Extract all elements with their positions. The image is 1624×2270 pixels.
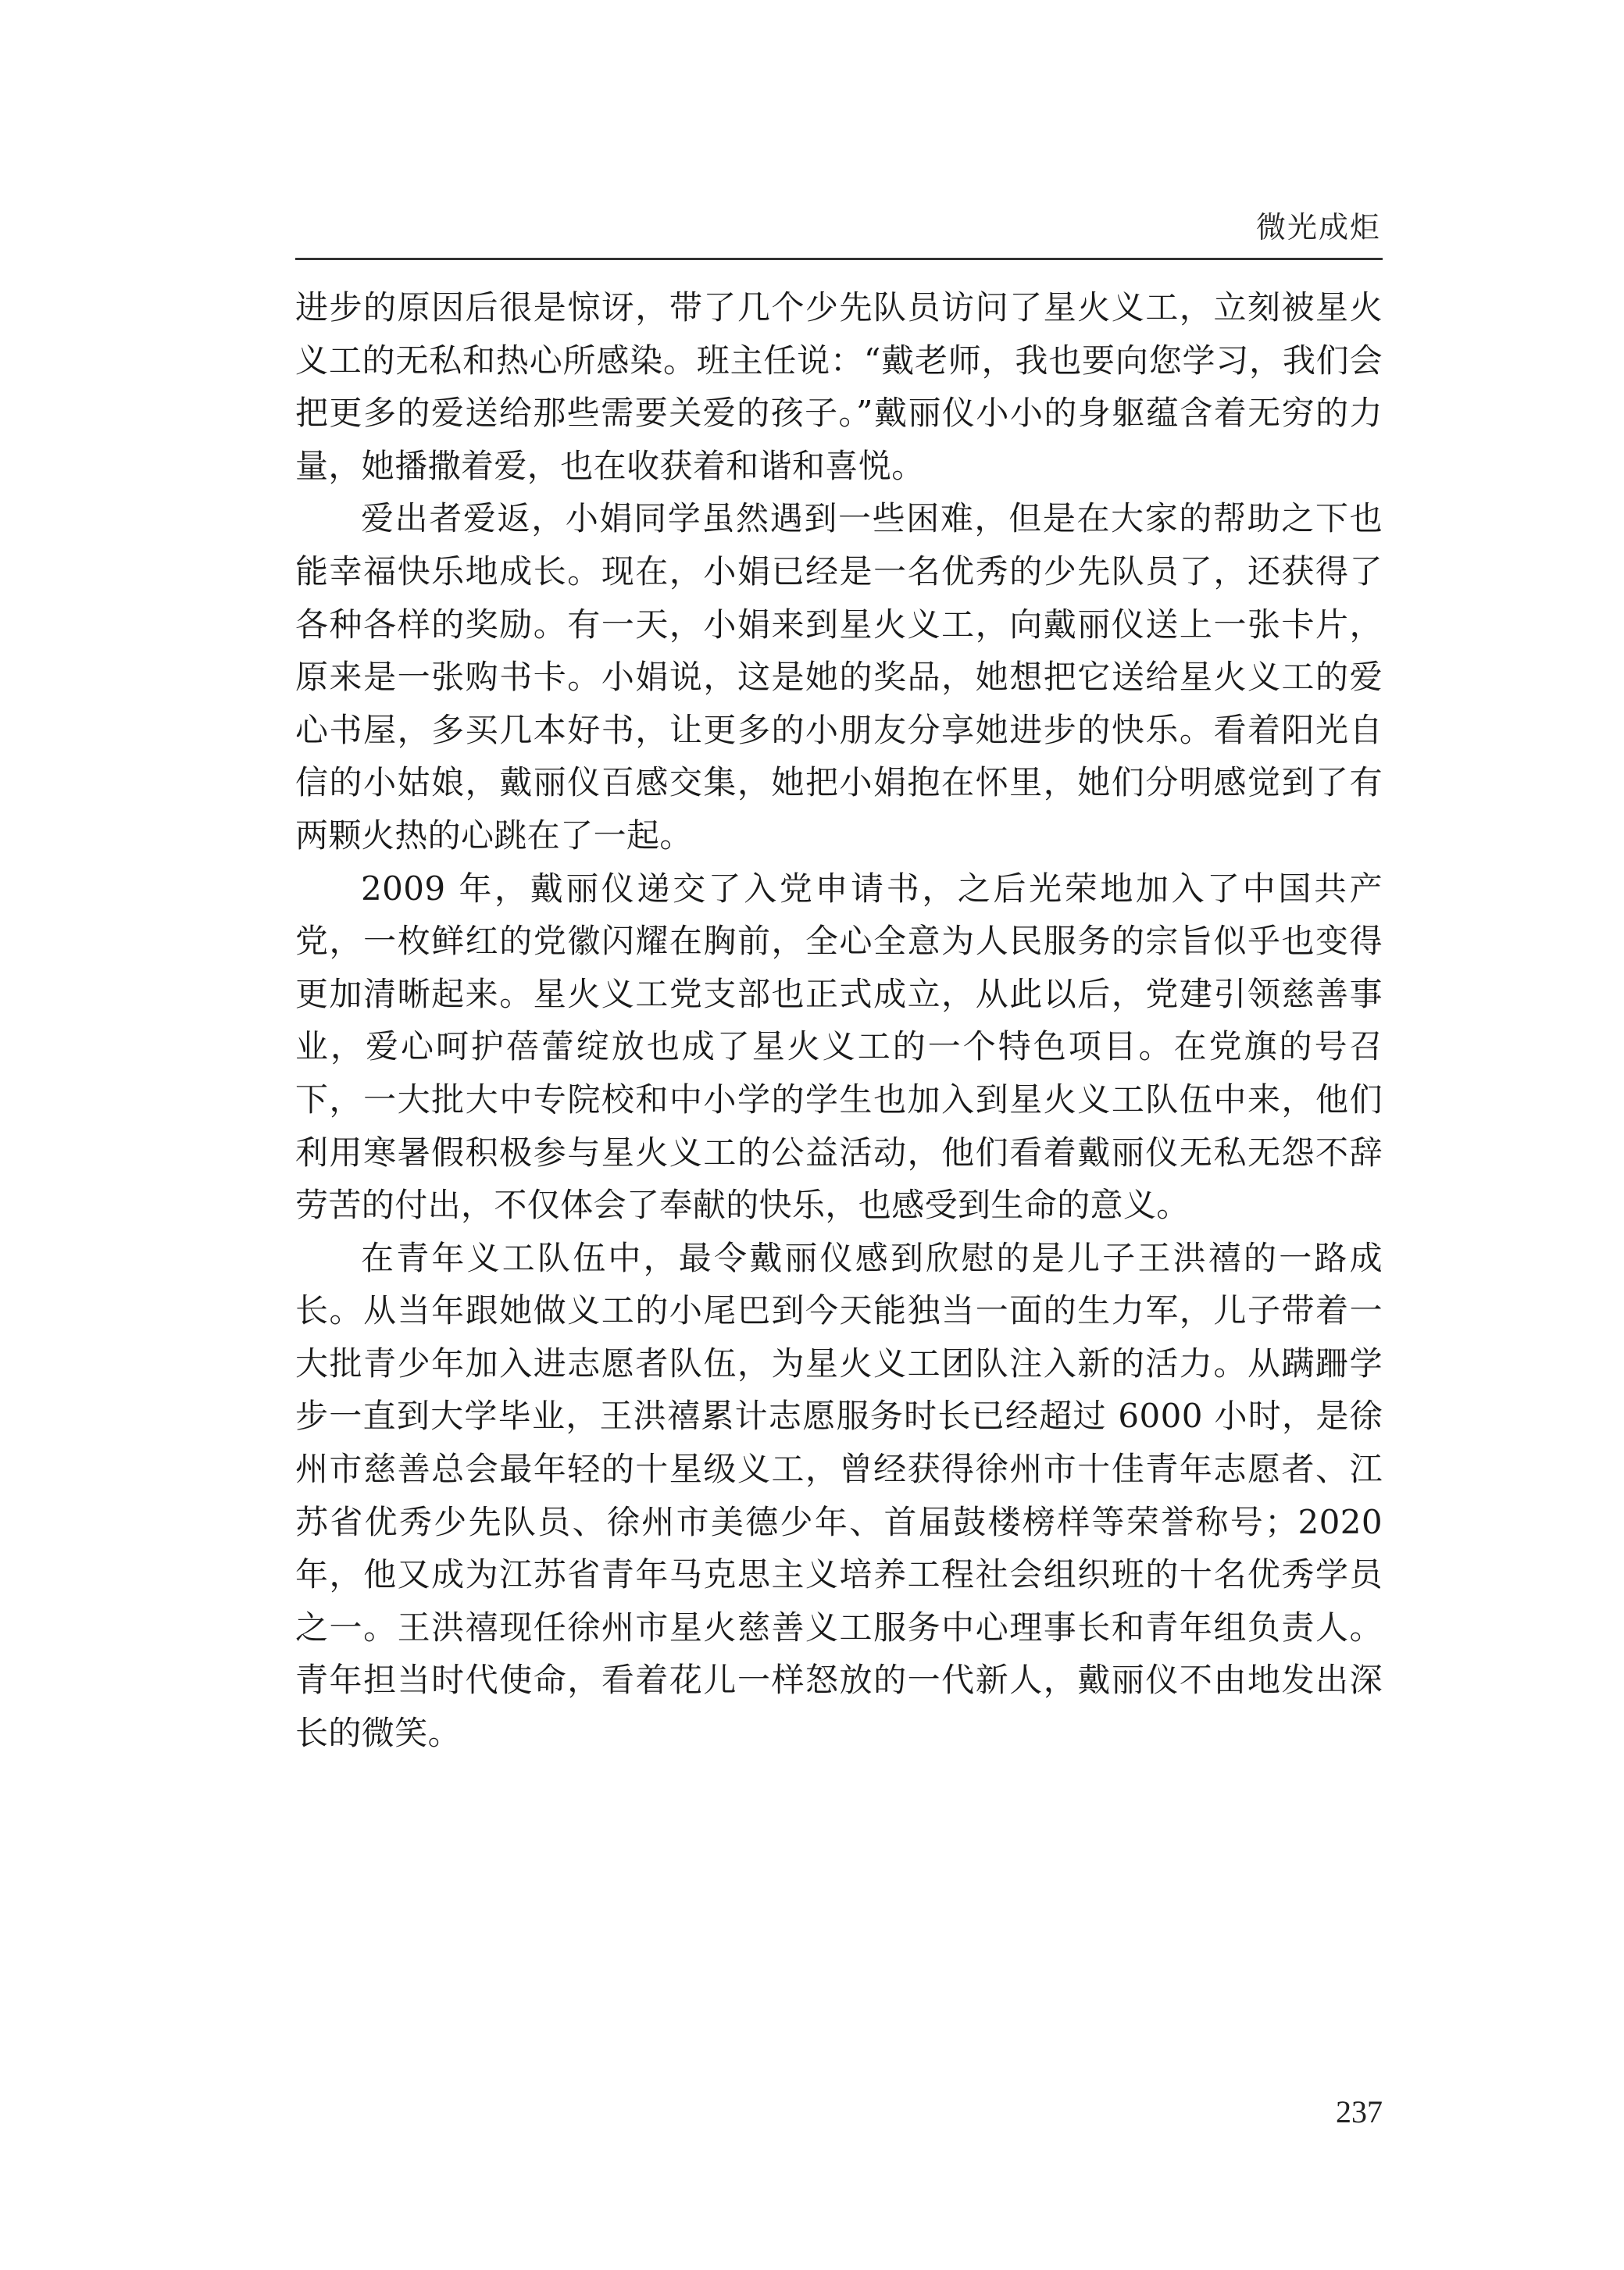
- paragraph-4: 在青年义工队伍中，最令戴丽仪感到欣慰的是儿子王洪禧的一路成长。从当年跟她做义工的小尾巴到今天能独当一面的生力军，儿子带着一大批青少年加入进志愿者队伍，为星火义工团队注入新的活力。从蹒跚学步一直到大学毕业，王洪禧累计志愿服务时长已经超过 6000 小时，是徐州市慈善总会最年轻的十星级义工，曾经获得徐州市十佳青年志愿者、江苏省优秀少先队员、徐州市美德少年、首届鼓楼榜样等荣誉称号；2020 年，他又成为江苏省青年马克思主义培养工程社会组织班的十名优秀学员之一。王洪禧现任徐州市星火慈善义工服务中心理事长和青年组负责人。青年担当时代使命，看着花儿一样怒放的一代新人，戴丽仪不由地发出深长的微笑。: [295, 1238, 1383, 1753]
- paragraph-3: 2009 年，戴丽仪递交了入党申请书，之后光荣地加入了中国共产党，一枚鲜红的党徽闪耀在胸前，全心全意为人民服务的宗旨似乎也变得更加清晰起来。星火义工党支部也正式成立，从此以后，党建引领慈善事业，爱心呵护蓓蕾绽放也成了星火义工的一个特色项目。在党旗的号召下，一大批大中专院校和中小学的学生也加入到星火义工队伍中来，他们利用寒暑假积极参与星火义工的公益活动，他们看着戴丽仪无私无怨不辞劳苦的付出，不仅体会了奉献的快乐，也感受到生命的意义。: [295, 869, 1383, 1225]
- body-text: [295, 281, 1383, 1760]
- paragraph-2: 爱出者爱返，小娟同学虽然遇到一些困难，但是在大家的帮助之下也能幸福快乐地成长。现在，小娟已经是一名优秀的少先队员了，还获得了各种各样的奖励。有一天，小娟来到星火义工，向戴丽仪送上一张卡片，原来是一张购书卡。小娟说，这是她的奖品，她想把它送给星火义工的爱心书屋，多买几本好书，让更多的小朋友分享她进步的快乐。看着阳光自信的小姑娘，戴丽仪百感交集，她把小娟抱在怀里，她们分明感觉到了有两颗火热的心跳在了一起。: [295, 499, 1383, 855]
- page-number: 237: [1336, 2094, 1383, 2129]
- running-head-title: 微光成炬: [1255, 210, 1381, 244]
- running-head: [295, 194, 1383, 260]
- paragraph-1: 进步的原因后很是惊讶，带了几个少先队员访问了星火义工，立刻被星火义工的无私和热心所感染。班主任说：“戴老师，我也要向您学习，我们会把更多的爱送给那些需要关爱的孩子。”戴丽仪小小的身躯蕴含着无穷的力量，她播撒着爱，也在收获着和谐和喜悦。: [295, 288, 1383, 485]
